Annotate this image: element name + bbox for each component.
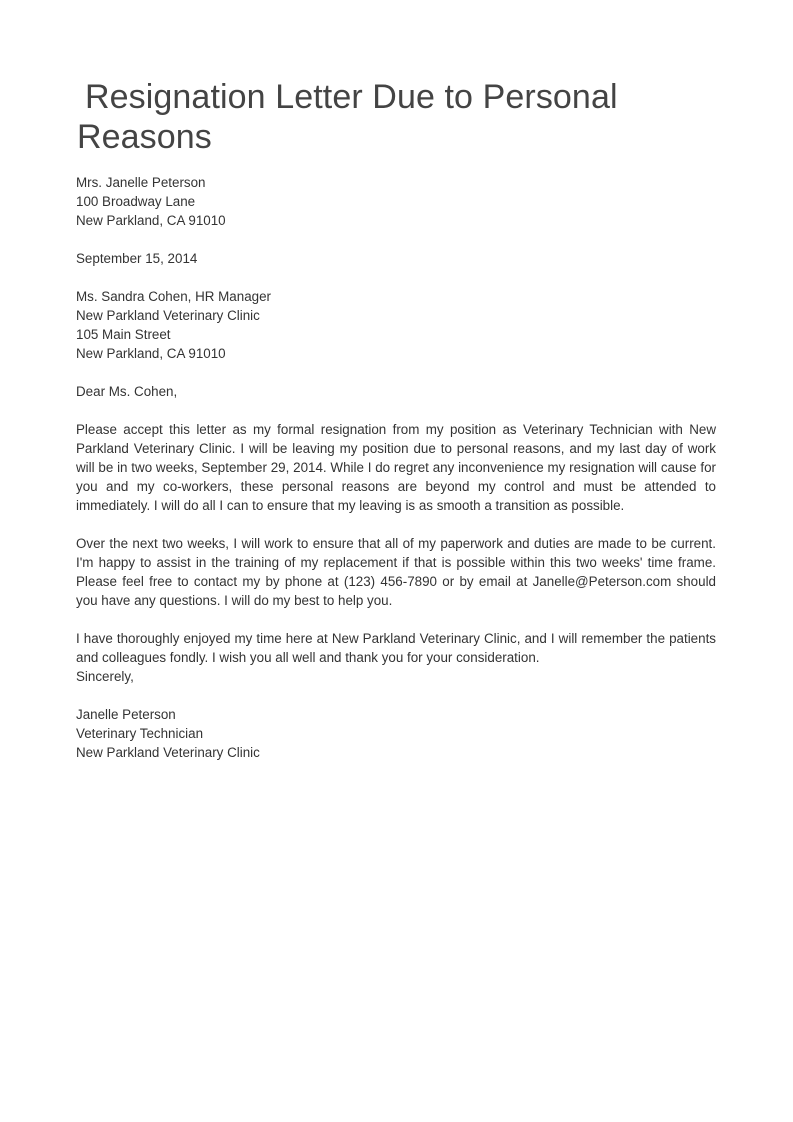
sender-street: 100 Broadway Lane	[76, 194, 196, 209]
signature-company: New Parkland Veterinary Clinic	[76, 745, 260, 760]
page-title	[77, 77, 717, 157]
recipient-city: New Parkland, CA 91010	[76, 346, 226, 361]
body-paragraph-2: Over the next two weeks, I will work to ensure that all of my paperwork and duties are made to be current. I'm happy to assist in the training of my replacement if that is possible within this two weeks' time frame. Please feel free to contact my by phone at (123) 456-7890 or by email at Janelle@Peterson.com should you have any questions. I will do my best to help you.	[76, 536, 716, 608]
spacer	[76, 363, 726, 382]
sender-city: New Parkland, CA 91010	[76, 213, 226, 228]
spacer	[76, 401, 726, 420]
spacer	[76, 610, 726, 629]
spacer	[76, 268, 726, 287]
letter-content	[76, 173, 726, 762]
spacer	[76, 686, 726, 705]
recipient-address	[76, 287, 726, 363]
salutation: Dear Ms. Cohen,	[76, 384, 178, 399]
spacer	[76, 230, 726, 249]
closing: Sincerely,	[76, 669, 134, 684]
body-paragraph-3: I have thoroughly enjoyed my time here at New Parkland Veterinary Clinic, and I will remember the patients and colleagues fondly. I wish you all well and thank you for your consideration.	[76, 631, 716, 665]
spacer	[76, 515, 726, 534]
recipient-street: 105 Main Street	[76, 327, 171, 342]
letter-date: September 15, 2014	[76, 251, 198, 266]
title-text: Resignation Letter Due to Personal Reasons	[77, 78, 618, 156]
signature-title: Veterinary Technician	[76, 726, 204, 741]
sender-name: Mrs. Janelle Peterson	[76, 175, 206, 190]
recipient-company: New Parkland Veterinary Clinic	[76, 308, 260, 323]
body-paragraph-1: Please accept this letter as my formal resignation from my position as Veterinary Technician with New Parkland Veterinary Clinic. I will be leaving my position due to personal reasons, and my last day of work will be in two weeks, September 29, 2014. While I do regret any inconvenience my resignation will cause for you and my co-workers, these personal reasons are beyond my control and must be attended to immediately. I will do all I can to ensure that my leaving is as smooth a transition as possible.	[76, 422, 716, 513]
signature-name: Janelle Peterson	[76, 707, 176, 722]
signature-block	[76, 705, 726, 762]
sender-address	[76, 173, 726, 230]
recipient-name: Ms. Sandra Cohen, HR Manager	[76, 289, 272, 304]
